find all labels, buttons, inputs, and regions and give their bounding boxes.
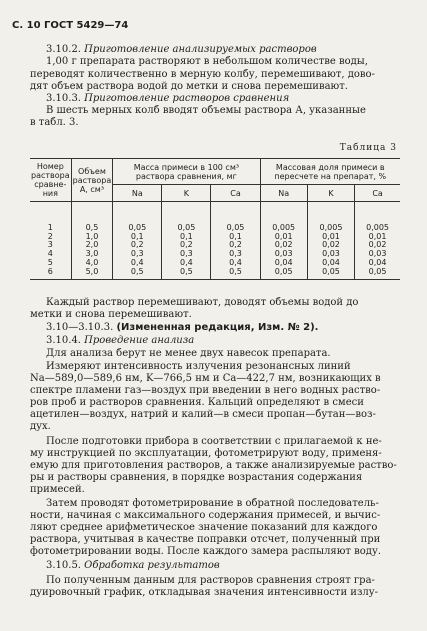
text-line-a3: [46, 322, 404, 334]
header-fraction: Массовая доля примеси в пересчете на препарат, %: [260, 159, 400, 185]
table-cell: 0,5: [211, 268, 260, 280]
text-line-a1: [46, 297, 404, 309]
text-line-c2: [30, 510, 404, 522]
table-cell: 0,5: [162, 268, 211, 280]
table-row: [30, 268, 400, 280]
text-segment: в табл. 3.: [30, 117, 79, 128]
text-segment: После подготовки прибора в соответствии с прилагаемой к не-: [46, 436, 382, 447]
table-cell: 0,05: [113, 202, 162, 233]
text-line-a5: [46, 348, 404, 360]
text-line-a8: [30, 385, 404, 397]
text-segment: дуировочный график, откладывая значения интенсивности излу-: [30, 587, 379, 598]
table-cell: 0,5: [113, 268, 162, 280]
table-cell: 0,03: [355, 250, 400, 259]
table-cell: 3: [30, 241, 71, 250]
text-line-b2: [30, 448, 404, 460]
text-segment: Затем проводят фотометрирование в обратной последователь-: [46, 498, 379, 509]
table-cell: 0,005: [355, 202, 400, 233]
table-cell: 0,01: [260, 233, 307, 242]
header-mass: Масса примеси в 100 см³ раствора сравнения, мг: [113, 159, 260, 185]
table-cell: 0,05: [307, 268, 354, 280]
table-cell: 0,3: [113, 250, 162, 259]
text-line-a2: [30, 309, 404, 321]
header-frac-k: K: [307, 185, 354, 202]
table-cell: 4: [30, 250, 71, 259]
text-segment: По полученным данным для растворов сравнения строят гра-: [46, 575, 375, 586]
text-line-a4: [46, 335, 404, 347]
text-segment: метки и снова перемешивают.: [30, 309, 192, 320]
table-cell: 0,03: [307, 250, 354, 259]
table-cell: 0,04: [307, 259, 354, 268]
table-row: [30, 202, 400, 233]
text-segment: ацетилен—воздух, натрий и калий—в смеси пропан—бутан—воз-: [30, 409, 376, 420]
text-segment: му инструкцией по эксплуатации, фотометрируют воду, применя-: [30, 448, 382, 459]
table-cell: 0,2: [211, 241, 260, 250]
table-cell: 0,5: [71, 202, 113, 233]
text-segment: дят объем раствора водой до метки и снова перемешивают.: [30, 81, 348, 92]
text-segment: В шесть мерных колб вводят объемы раствора А, указанные: [46, 105, 366, 116]
header-number: Номер раствора сравне-ния: [30, 159, 71, 202]
table-cell: 0,3: [162, 250, 211, 259]
table-cell: 0,05: [162, 202, 211, 233]
text-segment: емую для приготовления растворов, а также анализируемые раство-: [30, 460, 397, 471]
text-line-p3: [30, 81, 404, 93]
text-line-p2: [30, 69, 404, 81]
table-cell: 0,05: [211, 202, 260, 233]
table-cell: 1: [30, 202, 71, 233]
text-line-s3103: [46, 93, 404, 105]
table-cell: 0,04: [260, 259, 307, 268]
text-line-b1: [46, 436, 404, 448]
text-segment: переводят количественно в мерную колбу, перемешивают, дово-: [30, 69, 375, 80]
table-cell: 0,4: [211, 259, 260, 268]
text-line-a7: [30, 373, 404, 385]
text-line-c4: [30, 534, 404, 546]
text-segment: Для анализа берут не менее двух навесок препарата.: [46, 348, 331, 359]
text-segment: примесей.: [30, 484, 85, 495]
text-segment: Na—589,0—589,6 нм, K—766,5 нм и Ca—422,7 нм, возникающих в: [30, 373, 381, 384]
text-line-b3: [30, 460, 404, 472]
header-mass-na: Na: [113, 185, 162, 202]
table-cell: 0,2: [113, 241, 162, 250]
text-segment: ности, начиная с максимального содержания примесей, и вычис-: [30, 510, 381, 521]
text-segment: 3.10.5.: [46, 560, 85, 571]
table-cell: 0,02: [307, 241, 354, 250]
text-segment: ляют среднее арифметическое значение показаний для каждого: [30, 522, 378, 533]
text-line-c1: [46, 498, 404, 510]
header-mass-ca: Ca: [211, 185, 260, 202]
text-line-d2: [30, 587, 404, 599]
text-line-s3102: [46, 44, 404, 56]
header-frac-ca: Ca: [355, 185, 400, 202]
table-cell: 0,005: [307, 202, 354, 233]
table-cell: 0,01: [307, 233, 354, 242]
table-cell: 0,1: [211, 233, 260, 242]
table-cell: 5: [30, 259, 71, 268]
text-segment: (Измененная редакция, Изм. № 2).: [116, 322, 319, 333]
text-segment: раствора, учитывая в качестве поправки отсчет, полученный при: [30, 534, 381, 545]
table-cell: 0,03: [260, 250, 307, 259]
text-line-c5: [30, 546, 404, 558]
text-line-b4: [30, 472, 404, 484]
text-line-p1: [46, 56, 404, 68]
text-line-d1: [46, 575, 404, 587]
table-cell: 4,0: [71, 259, 113, 268]
table-3: [30, 158, 400, 280]
table-cell: 0,005: [260, 202, 307, 233]
text-segment: Измеряют интенсивность излучения резонансных линий: [46, 361, 351, 372]
table-cell: 0,02: [260, 241, 307, 250]
table-cell: 0,3: [211, 250, 260, 259]
table-cell: 0,4: [162, 259, 211, 268]
text-segment: спектре пламени газ—воздух при введении в него водных раство-: [30, 385, 381, 396]
text-line-c3: [30, 522, 404, 534]
header-volume: Объем раствора А, см³: [71, 159, 113, 202]
table-cell: 0,2: [162, 241, 211, 250]
text-segment: фотометрировании воды. После каждого замера распыляют воду.: [30, 546, 382, 557]
table-cell: 2,0: [71, 241, 113, 250]
text-line-s3105: [46, 560, 404, 572]
text-line-a6: [46, 361, 404, 373]
text-segment: 3.10.4.: [46, 335, 85, 346]
header-frac-na: Na: [260, 185, 307, 202]
text-segment: Приготовление растворов сравнения: [84, 93, 290, 104]
table-cell: 0,04: [355, 259, 400, 268]
page-header: С. 10 ГОСТ 5429—74: [12, 20, 129, 31]
table-cell: 0,05: [260, 268, 307, 280]
text-segment: Каждый раствор перемешивают, доводят объемы водой до: [46, 297, 359, 308]
table-cell: 0,1: [113, 233, 162, 242]
text-segment: 3.10.3.: [46, 93, 85, 104]
table-cell: 0,4: [113, 259, 162, 268]
text-segment: ров проб и растворов сравнения. Кальций определяют в смеси: [30, 397, 364, 408]
text-segment: ры и растворы сравнения, в порядке возрастания содержания: [30, 472, 363, 483]
text-line-a11: [30, 421, 404, 433]
table-cell: 6: [30, 268, 71, 280]
text-segment: 3.10—3.10.3.: [46, 322, 117, 333]
table-cell: 0,01: [355, 233, 400, 242]
text-line-p5: [30, 117, 404, 129]
text-line-a9: [30, 397, 404, 409]
table-cell: 0,05: [355, 268, 400, 280]
table-cell: 0,02: [355, 241, 400, 250]
text-line-a10: [30, 409, 404, 421]
text-segment: Обработка результатов: [84, 560, 220, 571]
table-cell: 0,1: [162, 233, 211, 242]
table-cell: 5,0: [71, 268, 113, 280]
header-mass-k: K: [162, 185, 211, 202]
table-cell: 2: [30, 233, 71, 242]
table-title: Таблица 3: [339, 143, 397, 153]
table-cell: 3,0: [71, 250, 113, 259]
text-segment: 3.10.2.: [46, 44, 85, 55]
table-cell: 1,0: [71, 233, 113, 242]
text-segment: Приготовление анализируемых растворов: [84, 44, 317, 55]
text-line-b5: [30, 484, 404, 496]
text-segment: Проведение анализа: [84, 335, 195, 346]
text-line-p4: [46, 105, 404, 117]
text-segment: 1,00 г препарата растворяют в небольшом количестве воды,: [46, 56, 368, 67]
text-segment: дух.: [30, 421, 51, 432]
